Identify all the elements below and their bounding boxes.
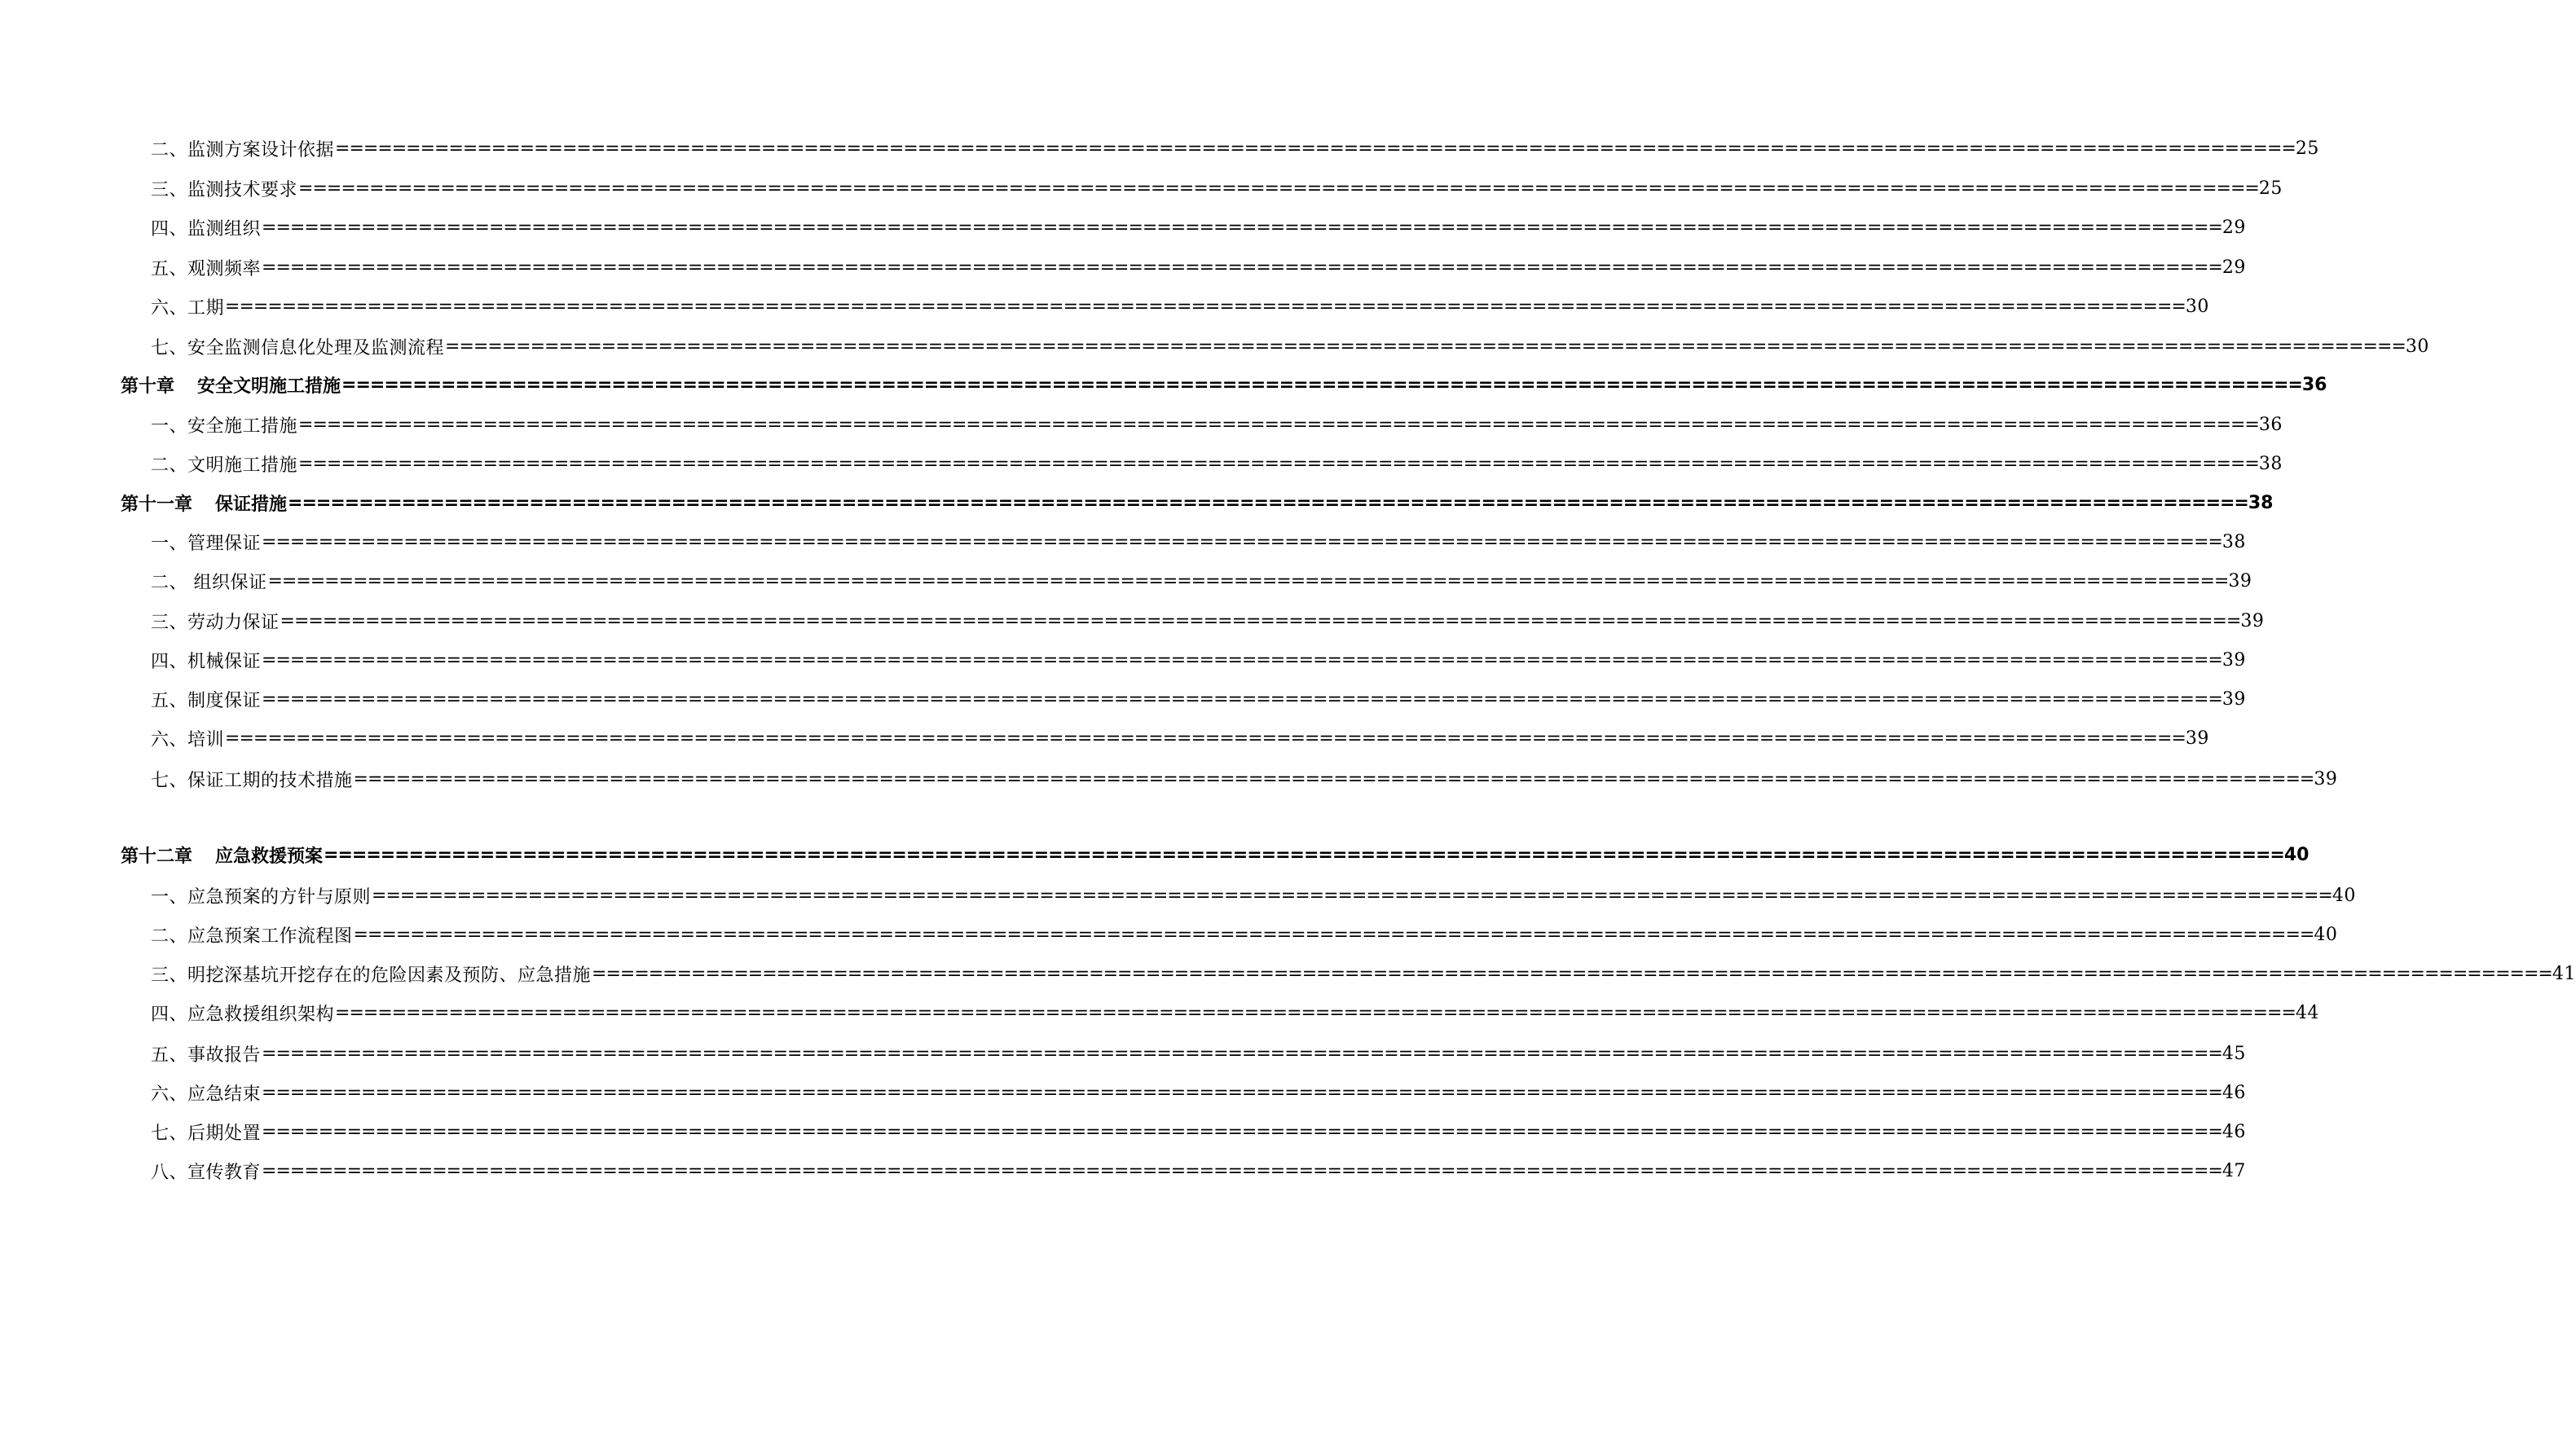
toc-section-entry[interactable] bbox=[151, 1037, 2246, 1070]
chapter-heading bbox=[121, 842, 323, 868]
section-title: 五、制度保证 bbox=[151, 690, 262, 711]
toc-section-entry[interactable] bbox=[151, 447, 2283, 480]
toc-section-entry[interactable] bbox=[151, 1154, 2246, 1187]
dot-leader: ========================================================================================================================================== bbox=[298, 453, 2259, 474]
dot-leader: ========================================================================================================================================== bbox=[335, 138, 2296, 159]
page-number: 30 bbox=[2185, 296, 2209, 317]
chapter-number: 第十二章 bbox=[121, 846, 193, 867]
page-number: 39 bbox=[2222, 688, 2246, 710]
dot-leader: ========================================================================================================================================== bbox=[262, 649, 2222, 671]
page-number: 39 bbox=[2314, 768, 2338, 789]
toc-section-entry[interactable] bbox=[151, 172, 2283, 204]
toc-section-entry[interactable] bbox=[151, 132, 2319, 165]
toc-section-entry[interactable] bbox=[151, 251, 2246, 284]
section-title: 五、观测频率 bbox=[151, 258, 262, 279]
toc-section-entry[interactable] bbox=[151, 211, 2246, 244]
dot-leader: ========================================================================================================================================== bbox=[298, 414, 2259, 435]
dot-leader: ========================================================================================================================================== bbox=[288, 492, 2248, 513]
dot-leader: ========================================================================================================================================== bbox=[445, 336, 2406, 357]
dot-leader: ========================================================================================================================================== bbox=[262, 688, 2222, 710]
page-number: 38 bbox=[2248, 492, 2274, 513]
section-title: 二、应急预案工作流程图 bbox=[151, 926, 353, 947]
page-number: 44 bbox=[2295, 1002, 2319, 1023]
chapter-number: 第十章 bbox=[121, 376, 175, 397]
dot-leader: ========================================================================================================================================== bbox=[262, 531, 2222, 552]
toc-section-entry[interactable] bbox=[151, 565, 2252, 597]
toc-section-entry[interactable] bbox=[151, 525, 2246, 558]
chapter-title: 安全文明施工措施 bbox=[197, 376, 341, 397]
toc-section-entry[interactable] bbox=[151, 1115, 2246, 1148]
dot-leader: ========================================================================================================================================== bbox=[353, 924, 2314, 945]
toc-section-entry[interactable] bbox=[151, 722, 2209, 754]
toc-section-entry[interactable] bbox=[151, 763, 2338, 795]
page-number: 39 bbox=[2222, 649, 2246, 671]
section-title: 一、应急预案的方针与原则 bbox=[151, 886, 372, 908]
dot-leader: ========================================================================================================================================== bbox=[335, 1002, 2296, 1023]
chapter-number: 第十一章 bbox=[121, 494, 193, 515]
section-title: 二、文明施工措施 bbox=[151, 455, 298, 476]
dot-leader: ========================================================================================================================================== bbox=[262, 1160, 2222, 1181]
section-title: 四、机械保证 bbox=[151, 651, 262, 672]
section-title: 三、监测技术要求 bbox=[151, 179, 298, 200]
toc-chapter-entry[interactable] bbox=[121, 838, 2310, 871]
toc-chapter-entry[interactable] bbox=[121, 368, 2327, 401]
section-title: 二、 组织保证 bbox=[151, 572, 267, 593]
page-number: 45 bbox=[2222, 1043, 2246, 1064]
dot-leader: ========================================================================================================================================== bbox=[353, 768, 2314, 789]
section-title: 六、工期 bbox=[151, 297, 225, 319]
dot-leader: ========================================================================================================================================== bbox=[225, 296, 2186, 317]
dot-leader: ========================================================================================================================================== bbox=[324, 844, 2284, 865]
toc-section-entry[interactable] bbox=[151, 879, 2356, 912]
page-number: 36 bbox=[2301, 374, 2327, 395]
chapter-heading bbox=[121, 490, 287, 516]
chapter-title: 保证措施 bbox=[215, 494, 288, 515]
section-title: 一、管理保证 bbox=[151, 533, 262, 554]
section-title: 四、监测组织 bbox=[151, 218, 262, 240]
section-title: 七、后期处置 bbox=[151, 1123, 262, 1144]
section-title: 六、应急结束 bbox=[151, 1084, 262, 1105]
section-title: 二、监测方案设计依据 bbox=[151, 139, 335, 160]
section-title: 三、明挖深基坑开挖存在的危险因素及预防、应急措施 bbox=[151, 965, 592, 986]
page-number: 38 bbox=[2222, 531, 2246, 552]
page-number: 40 bbox=[2283, 844, 2310, 865]
toc-section-entry[interactable] bbox=[151, 290, 2209, 323]
section-title: 六、培训 bbox=[151, 729, 225, 750]
page-number: 39 bbox=[2240, 610, 2265, 631]
page-number: 40 bbox=[2314, 924, 2338, 945]
toc-section-entry[interactable] bbox=[151, 408, 2283, 441]
chapter-title: 应急救援预案 bbox=[215, 846, 324, 867]
page-number: 41 bbox=[2552, 963, 2576, 984]
section-title: 五、事故报告 bbox=[151, 1044, 262, 1066]
toc-section-entry[interactable] bbox=[151, 996, 2319, 1029]
dot-leader: ========================================================================================================================================== bbox=[262, 1043, 2222, 1064]
dot-leader: ========================================================================================================================================== bbox=[225, 728, 2186, 749]
section-title: 八、宣传教育 bbox=[151, 1162, 262, 1183]
dot-leader: ========================================================================================================================================== bbox=[592, 963, 2552, 984]
page-number: 38 bbox=[2258, 453, 2283, 474]
dot-leader: ========================================================================================================================================== bbox=[298, 178, 2259, 199]
toc-section-entry[interactable] bbox=[151, 605, 2265, 637]
page-number: 46 bbox=[2222, 1082, 2246, 1103]
page-number: 39 bbox=[2228, 570, 2252, 591]
page-number: 30 bbox=[2405, 336, 2429, 357]
dot-leader: ========================================================================================================================================== bbox=[372, 885, 2332, 906]
page-number: 25 bbox=[2295, 138, 2319, 159]
toc-section-entry[interactable] bbox=[151, 330, 2429, 363]
chapter-heading bbox=[121, 372, 341, 398]
section-title: 七、保证工期的技术措施 bbox=[151, 770, 353, 791]
page-number: 40 bbox=[2332, 885, 2356, 906]
page-number: 25 bbox=[2258, 178, 2283, 199]
toc-section-entry[interactable] bbox=[151, 1076, 2246, 1109]
section-title: 四、应急救援组织架构 bbox=[151, 1004, 335, 1025]
page-number: 29 bbox=[2222, 257, 2246, 278]
section-title: 七、安全监测信息化处理及监测流程 bbox=[151, 337, 445, 358]
page-number: 46 bbox=[2222, 1121, 2246, 1142]
toc-section-entry[interactable] bbox=[151, 918, 2338, 951]
dot-leader: ========================================================================================================================================== bbox=[262, 1082, 2222, 1103]
section-title: 一、安全施工措施 bbox=[151, 416, 298, 437]
page-number: 47 bbox=[2222, 1160, 2246, 1181]
dot-leader: ========================================================================================================================================== bbox=[262, 217, 2222, 238]
page-number: 36 bbox=[2258, 414, 2283, 435]
dot-leader: ========================================================================================================================================== bbox=[280, 610, 2241, 631]
page-number: 39 bbox=[2185, 728, 2209, 749]
dot-leader: ========================================================================================================================================== bbox=[267, 570, 2229, 591]
toc-section-entry[interactable] bbox=[151, 957, 2576, 990]
toc-section-entry[interactable] bbox=[151, 683, 2246, 715]
section-title: 三、劳动力保证 bbox=[151, 612, 280, 633]
page-number: 29 bbox=[2222, 217, 2246, 238]
dot-leader: ========================================================================================================================================== bbox=[341, 374, 2302, 395]
toc-section-entry[interactable] bbox=[151, 644, 2246, 676]
dot-leader: ========================================================================================================================================== bbox=[262, 1121, 2222, 1142]
toc-chapter-entry[interactable] bbox=[121, 486, 2274, 519]
dot-leader: ========================================================================================================================================== bbox=[262, 257, 2222, 278]
